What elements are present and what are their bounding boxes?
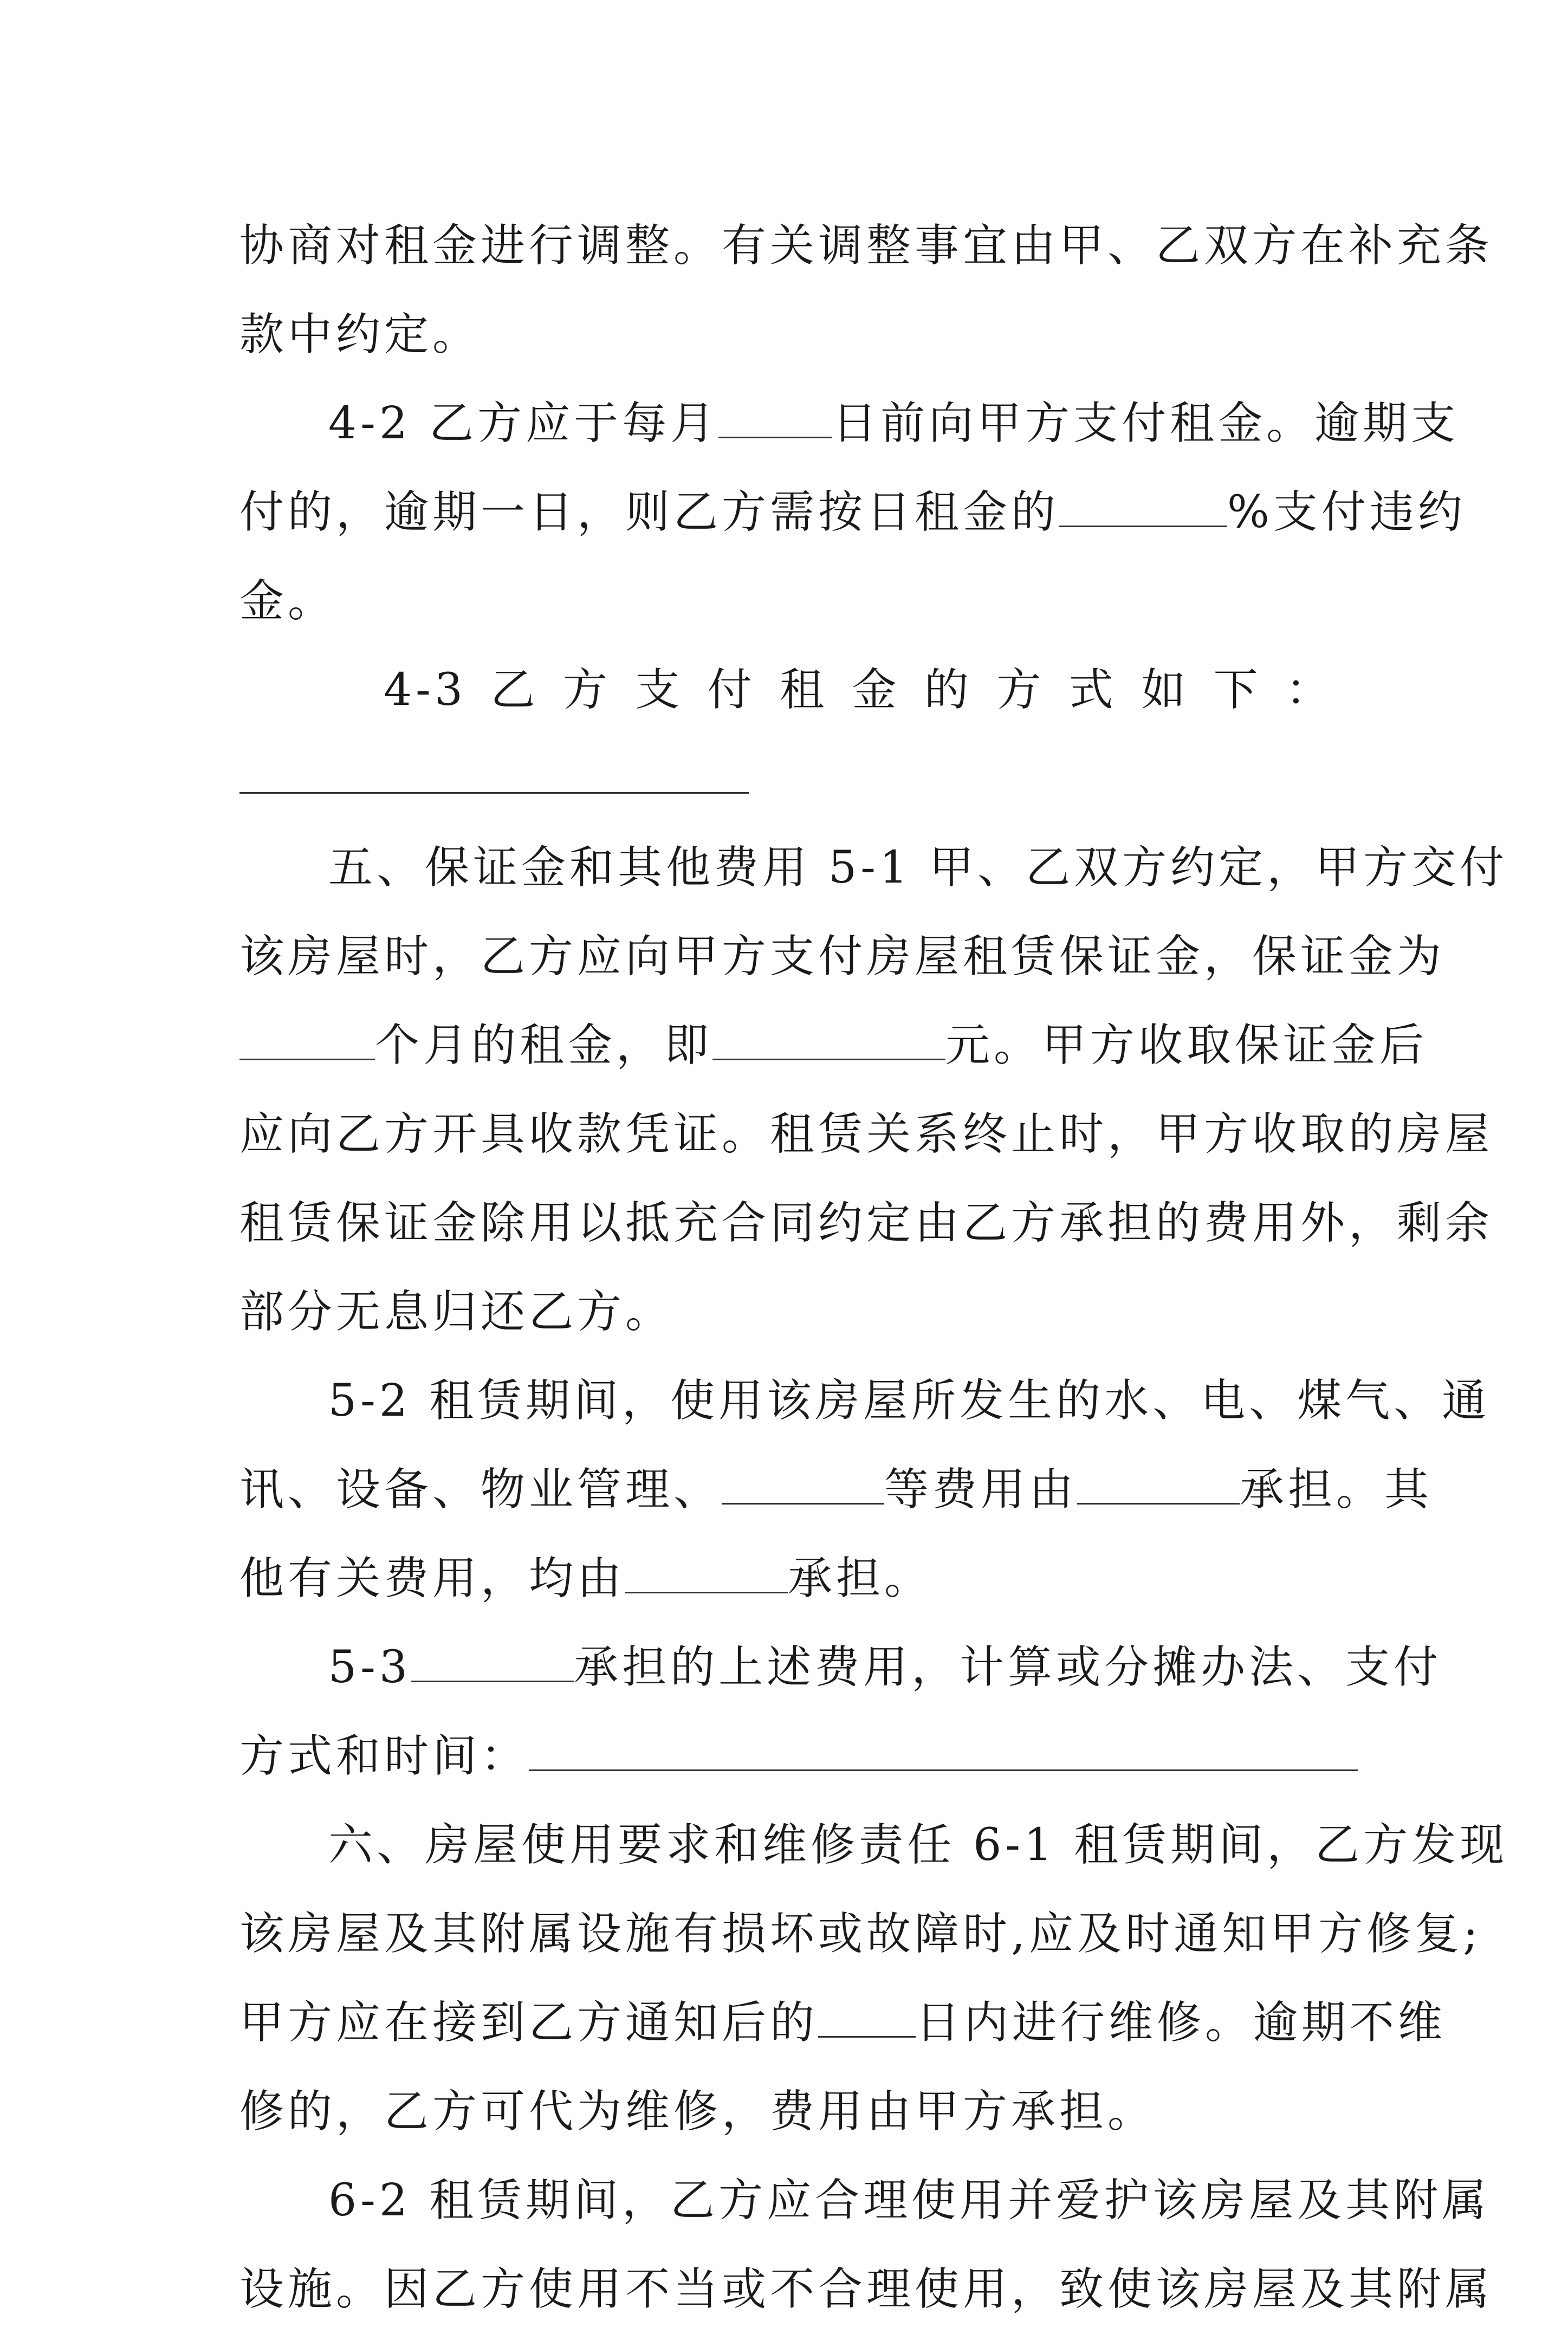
- para-line: 金。: [239, 575, 336, 627]
- text-span: 等费用由: [884, 1464, 1078, 1515]
- para-line: [239, 468, 1466, 557]
- spread-char: 4-3: [384, 664, 467, 716]
- blank-months-field: [239, 1021, 375, 1060]
- text-span: 日内进行维修。逾期不维: [916, 1997, 1447, 2048]
- blank-line-row: [239, 735, 1334, 824]
- para-line: [239, 1001, 1428, 1090]
- para-line: 设施。因乙方使用不当或不合理使用，致使该房屋及其附属: [239, 2264, 1494, 2315]
- text-span: 甲方应在接到乙方通知后的: [239, 1997, 819, 2048]
- text-span: 日前向甲方支付租金。逾期支: [832, 398, 1460, 449]
- blank-method-time-field: [529, 1732, 1358, 1771]
- blank-amount-field: [712, 1021, 945, 1060]
- para-line: [239, 1979, 1447, 2067]
- text-span: 付的，逾期一日，则乙方需按日租金的: [239, 487, 1060, 538]
- clause-4-2-line: [239, 379, 1460, 468]
- text-span: 方式和时间：: [239, 1730, 529, 1782]
- text-span: 承担。其: [1240, 1464, 1433, 1515]
- text-span: 承担。: [788, 1553, 933, 1604]
- para-line: [239, 1445, 1433, 1534]
- para-line: 修的，乙方可代为维修，费用由甲方承担。: [239, 2086, 1156, 2137]
- spread-char: 付: [707, 664, 756, 716]
- clause-5-2-line: 5-2 租赁期间，使用该房屋所发生的水、电、煤气、通: [328, 1375, 1491, 1427]
- text-span: 4-2 乙方应于每月: [328, 398, 719, 449]
- para-line: 协商对租金进行调整。有关调整事宜由甲、乙双方在补充条: [239, 220, 1494, 271]
- section-5-heading-line: 五、保证金和其他费用 5-1 甲、乙双方约定，甲方交付: [328, 842, 1508, 893]
- text-span: 5-3: [328, 1642, 412, 1693]
- text-span: %支付违约: [1227, 487, 1466, 538]
- para-line: 该房屋及其附属设施有损坏或故障时,应及时通知甲方修复;: [239, 1908, 1482, 1960]
- spread-char: 如: [1141, 664, 1190, 716]
- spread-char: 下: [1213, 664, 1262, 716]
- text-span: 讯、设备、物业管理、: [239, 1464, 722, 1515]
- text-span: 元。甲方收取保证金后: [945, 1020, 1428, 1071]
- contract-page: [239, 202, 1508, 2334]
- para-line: 款中约定。: [239, 309, 481, 360]
- para-line: [239, 1534, 1334, 1623]
- para-line: 租赁保证金除用以抵充合同约定由乙方承担的费用外，剩余: [239, 1197, 1494, 1249]
- para-line: 应向乙方开具收款凭证。租赁关系终止时，甲方收取的房屋: [239, 1108, 1494, 1160]
- section-6-heading-line: 六、房屋使用要求和维修责任 6-1 租赁期间，乙方发现: [328, 1819, 1508, 1871]
- text-span: 个月的租金，即: [375, 1020, 713, 1071]
- blank-bearer-field: [411, 1643, 574, 1682]
- spread-char: 的: [924, 664, 973, 716]
- spread-char: ：: [1285, 664, 1334, 716]
- blank-fee-items-field: [722, 1465, 884, 1505]
- spread-char: 方: [996, 664, 1045, 716]
- clause-5-3-line: [239, 1623, 1442, 1712]
- blank-repair-days-field: [818, 1998, 916, 2038]
- blank-percent-field: [1059, 488, 1227, 527]
- blank-payer-field: [1077, 1465, 1240, 1505]
- spread-char: 支: [635, 664, 684, 716]
- spread-char: 租: [780, 664, 828, 716]
- clause-6-2-line: 6-2 租赁期间，乙方应合理使用并爱护该房屋及其附属: [328, 2175, 1491, 2226]
- text-span: 承担的上述费用，计算或分摊办法、支付: [574, 1642, 1442, 1693]
- spread-char: 乙: [490, 664, 539, 716]
- para-line: 部分无息归还乙方。: [239, 1286, 674, 1338]
- para-line: [239, 1712, 1334, 1801]
- spread-char: 方: [562, 664, 611, 716]
- para-line: 该房屋时，乙方应向甲方支付房屋租赁保证金，保证金为: [239, 931, 1446, 982]
- spread-char: 金: [852, 664, 900, 716]
- blank-payment-method-field: [239, 754, 749, 794]
- spread-char: 式: [1068, 664, 1117, 716]
- clause-4-3-line: [239, 646, 1334, 735]
- text-span: 他有关费用，均由: [239, 1553, 626, 1604]
- blank-day-field: [718, 399, 832, 438]
- blank-other-payer-field: [625, 1554, 788, 1593]
